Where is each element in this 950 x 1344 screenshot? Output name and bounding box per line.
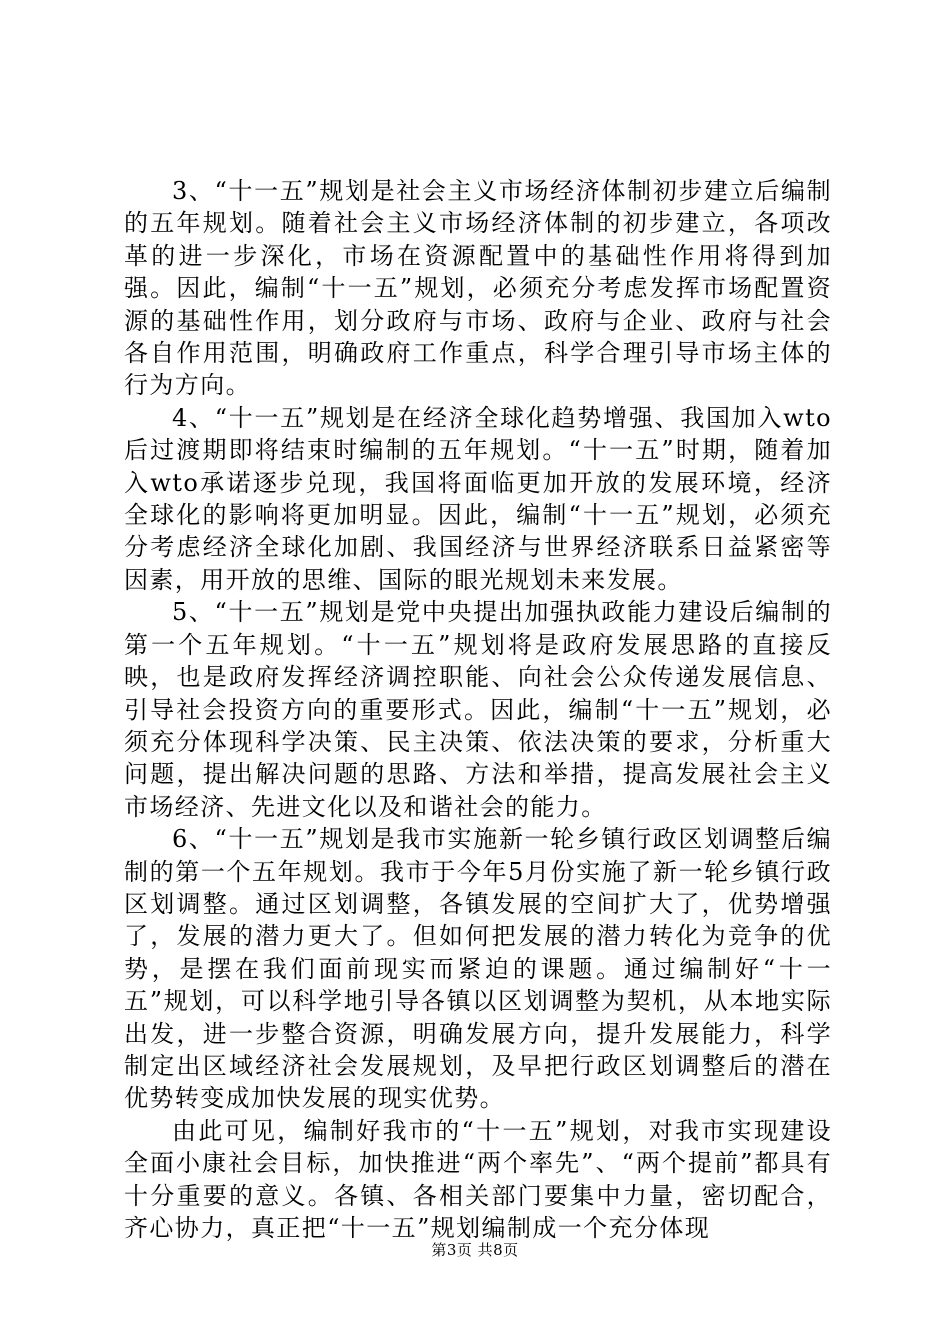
paragraph-3: 3、“十一五”规划是社会主义市场经济体制初步建立后编制的五年规划。随着社会主义市场经济体制的初步建立，各项改革的进一步深化，市场在资源配置中的基础性作用将得到加强。因此，编制“十一五”规划，必须充分考虑发挥市场配置资源的基础性作用，划分政府与市场、政府与企业、政府与社会各自作用范围，明确政府工作重点，科学合理引导市场主体的行为方向。 [124,177,832,400]
paragraph-5: 5、“十一五”规划是党中央提出加强执政能力建设后编制的第一个五年规划。“十一五”规划将是政府发展思路的直接反映，也是政府发挥经济调控职能、向社会公众传递发展信息、引导社会投资方向的重要形式。因此，编制“十一五”规划，必须充分体现科学决策、民主决策、依法决策的要求，分析重大问题，提出解决问题的思路、方法和举措，提高发展社会主义市场经济、先进文化以及和谐社会的能力。 [124,598,832,821]
page-number-footer: 第3页 共8页 [431,1241,519,1259]
paragraph-6: 6、“十一五”规划是我市实施新一轮乡镇行政区划调整后编制的第一个五年规划。我市于今年5月份实施了新一轮乡镇行政区划调整。通过区划调整，各镇发展的空间扩大了，优势增强了，发展的潜力更大了。但如何把发展的潜力转化为竞争的优势，是摆在我们面前现实而紧迫的课题。通过编制好“十一五”规划，可以科学地引导各镇以区划调整为契机，从本地实际出发，进一步整合资源，明确发展方向，提升发展能力，科学制定出区域经济社会发展规划，及早把行政区划调整后的潜在优势转变成加快发展的现实优势。 [124,825,832,1113]
document-body [124,175,832,1244]
paragraph-conclusion: 由此可见，编制好我市的“十一五”规划，对我市实现建设全面小康社会目标，加快推进“两个率先”、“两个提前”都具有十分重要的意义。各镇、各相关部门要集中力量，密切配合，齐心协力，真正把“十一五”规划编制成一个充分体现 [124,1116,832,1242]
paragraph-4: 4、“十一五”规划是在经济全球化趋势增强、我国加入wto后过渡期即将结束时编制的五年规划。“十一五”时期，随着加入wto承诺逐步兑现，我国将面临更加开放的发展环境，经济全球化的影响将更加明显。因此，编制“十一五”规划，必须充分考虑经济全球化加剧、我国经济与世界经济联系日益紧密等因素，用开放的思维、国际的眼光规划未来发展。 [124,403,832,594]
